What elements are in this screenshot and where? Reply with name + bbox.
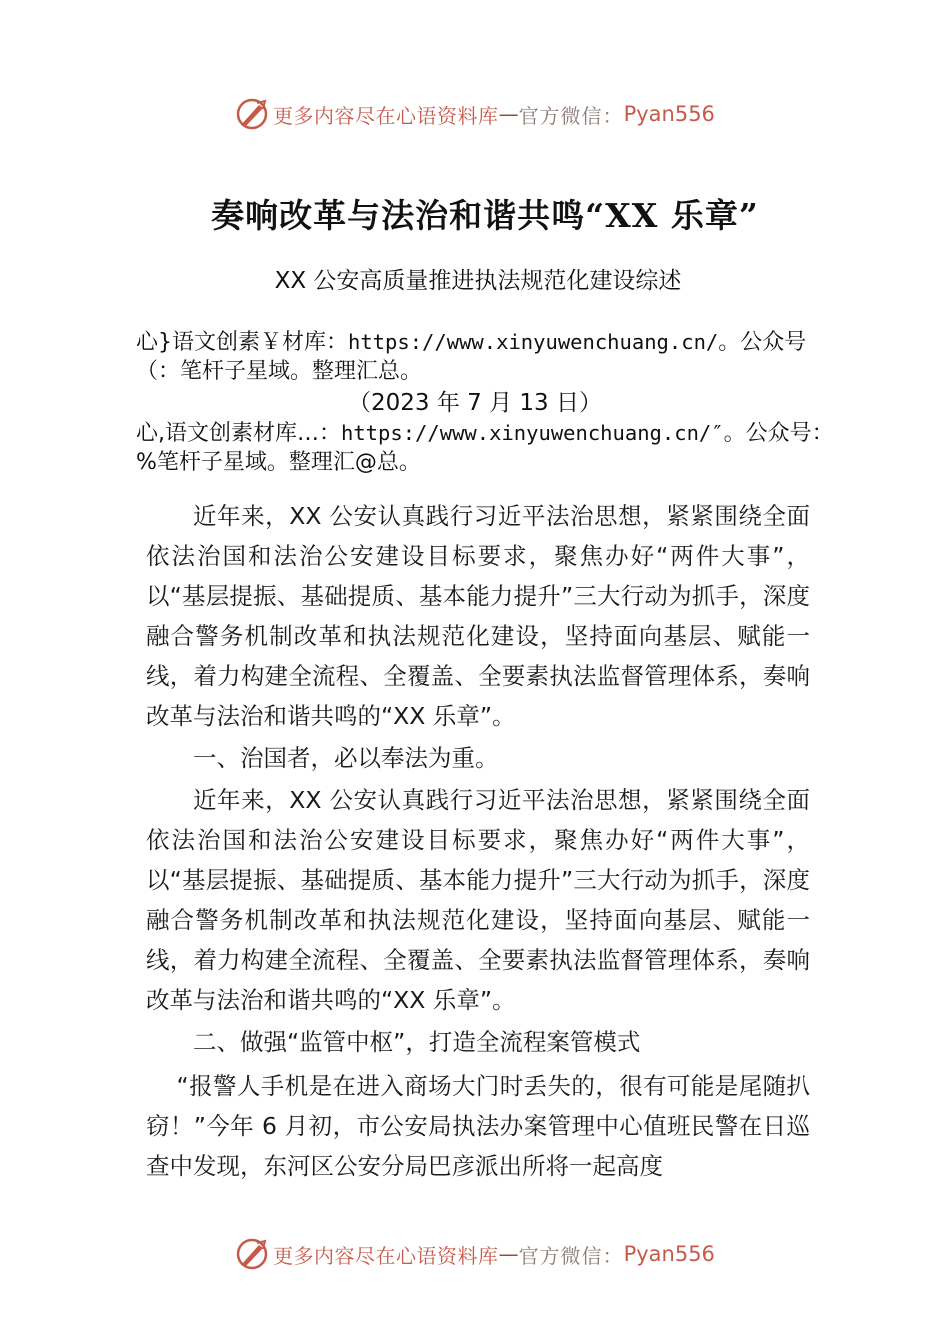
pen-seal-logo-icon (235, 1237, 269, 1271)
body-paragraph: “报警人手机是在进入商场大门时丢失的，很有可能是尾随扒窃！”今年 6 月初，市公安局执法办案管理中心值班民警在日巡查中发现，东河区公安分局巴彦派出所将一起高度 (146, 1072, 810, 1180)
watermark-banner-top (0, 92, 950, 136)
pen-seal-logo-icon (235, 97, 269, 131)
source-line-1 (136, 328, 846, 386)
document-date: （2023 年 7 月 13 日） (348, 390, 602, 416)
watermark-wechat-label: 官方微信： (518, 103, 624, 128)
document-body (146, 496, 810, 1186)
source-line-2-suffix: 。公众号：%笔杆子星域。整理汇@总。 (136, 421, 834, 475)
watermark-dash: — (498, 102, 519, 126)
document-title: 奏响改革与法治和谐共鸣“XX 乐章” (211, 196, 759, 235)
section-heading-1: 一、治国者，必以奉法为重。 (193, 744, 499, 772)
watermark-wechat-label: 官方微信： (518, 1243, 624, 1268)
source-line-1-prefix: 心}语文创素￥材库： (136, 330, 348, 355)
watermark-wechat-id: Pyan556 (623, 102, 715, 126)
watermark-dash: — (498, 1242, 519, 1266)
body-paragraph: 近年来，XX 公安认真践行习近平法治思想，紧紧围绕全面依法治国和法治公安建设目标要求，聚焦办好“两件大事”，以“基层提振、基础提质、基本能力提升”三大行动为抓手，深度融合警务机制改革和执法规范化建设，坚持面向基层、赋能一线，着力构建全流程、全覆盖、全要素执法监督管理体系，奏响改革与法治和谐共鸣的“XX 乐章”。 (146, 502, 810, 730)
watermark-text: 更多内容尽在心语资料库 (273, 103, 499, 128)
source-line-2-prefix: 心,语文创素材库…： (136, 421, 341, 446)
watermark-text: 更多内容尽在心语资料库 (273, 1243, 499, 1268)
source-line-1-suffix: 。公众号（：笔杆子星域。整理汇总。 (136, 330, 807, 384)
source-line-2-url: https://www.xinyuwenchuang.cn/″ (341, 421, 724, 445)
watermark-wechat-id: Pyan556 (623, 1242, 715, 1266)
body-paragraph: 近年来，XX 公安认真践行习近平法治思想，紧紧围绕全面依法治国和法治公安建设目标要求，聚焦办好“两件大事”，以“基层提振、基础提质、基本能力提升”三大行动为抓手，深度融合警务机制改革和执法规范化建设，坚持面向基层、赋能一线，着力构建全流程、全覆盖、全要素执法监督管理体系，奏响改革与法治和谐共鸣的“XX 乐章”。 (146, 786, 810, 1014)
document-subtitle: XX 公安高质量推进执法规范化建设综述 (274, 268, 682, 294)
section-heading-2: 二、做强“监管中枢”，打造全流程案管模式 (193, 1028, 641, 1056)
watermark-banner-bottom (0, 1232, 950, 1276)
source-line-1-url: https://www.xinyuwenchuang.cn/ (348, 330, 719, 354)
source-line-2 (136, 419, 846, 477)
